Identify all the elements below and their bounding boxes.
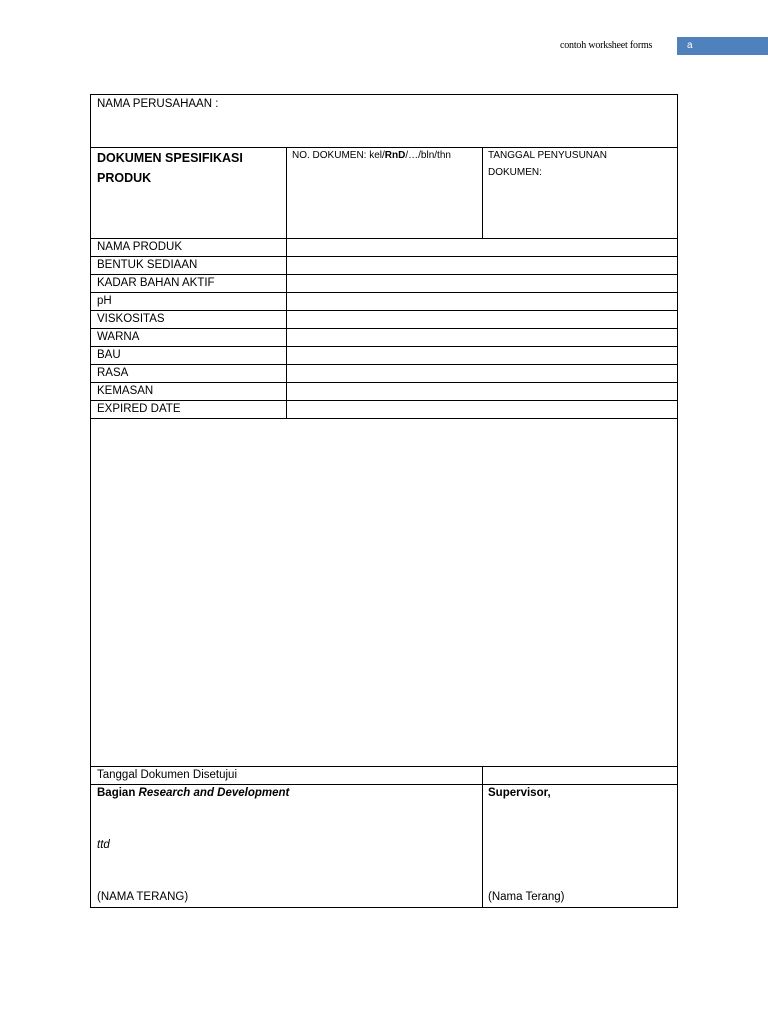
rnd-name-placeholder: (NAMA TERANG) bbox=[97, 891, 189, 903]
row-label-taste: RASA bbox=[97, 367, 129, 379]
divider bbox=[91, 328, 677, 329]
row-label-dosage-form: BENTUK SEDIAAN bbox=[97, 259, 198, 271]
divider bbox=[482, 766, 483, 908]
row-label-odor: BAU bbox=[97, 349, 121, 361]
divider bbox=[482, 147, 483, 238]
row-label-color: WARNA bbox=[97, 331, 140, 343]
divider bbox=[91, 346, 677, 347]
row-label-active-content: KADAR BAHAN AKTIF bbox=[97, 277, 215, 289]
divider bbox=[91, 364, 677, 365]
row-label-packaging: KEMASAN bbox=[97, 385, 154, 397]
divider bbox=[286, 147, 287, 238]
signature-ttd: ttd bbox=[97, 839, 110, 851]
page-header-title: contoh worksheet forms bbox=[560, 40, 653, 51]
supervisor-label: Supervisor, bbox=[488, 787, 551, 799]
company-name-label: NAMA PERUSAHAAN : bbox=[97, 98, 219, 110]
document-title: DOKUMEN SPESIFIKASI PRODUK bbox=[97, 151, 243, 185]
divider bbox=[91, 418, 677, 419]
row-label-expired-date: EXPIRED DATE bbox=[97, 403, 181, 415]
divider bbox=[91, 784, 677, 785]
page-header-tab: a bbox=[677, 37, 768, 55]
document-number-label: NO. DOKUMEN: kel/RnD/…/bln/thn bbox=[292, 150, 451, 161]
approval-date-label: Tanggal Dokumen Disetujui bbox=[97, 769, 237, 781]
row-label-viscosity: VISKOSITAS bbox=[97, 313, 165, 325]
supervisor-name-placeholder: (Nama Terang) bbox=[488, 891, 565, 903]
preparation-date-label: TANGGAL PENYUSUNAN DOKUMEN: bbox=[488, 150, 607, 178]
row-label-product-name: NAMA PRODUK bbox=[97, 241, 182, 253]
row-label-ph: pH bbox=[97, 295, 112, 307]
divider bbox=[91, 310, 677, 311]
divider bbox=[91, 382, 677, 383]
rnd-department-label: Bagian Research and Development bbox=[97, 787, 290, 799]
specification-form bbox=[90, 94, 678, 908]
divider bbox=[91, 292, 677, 293]
